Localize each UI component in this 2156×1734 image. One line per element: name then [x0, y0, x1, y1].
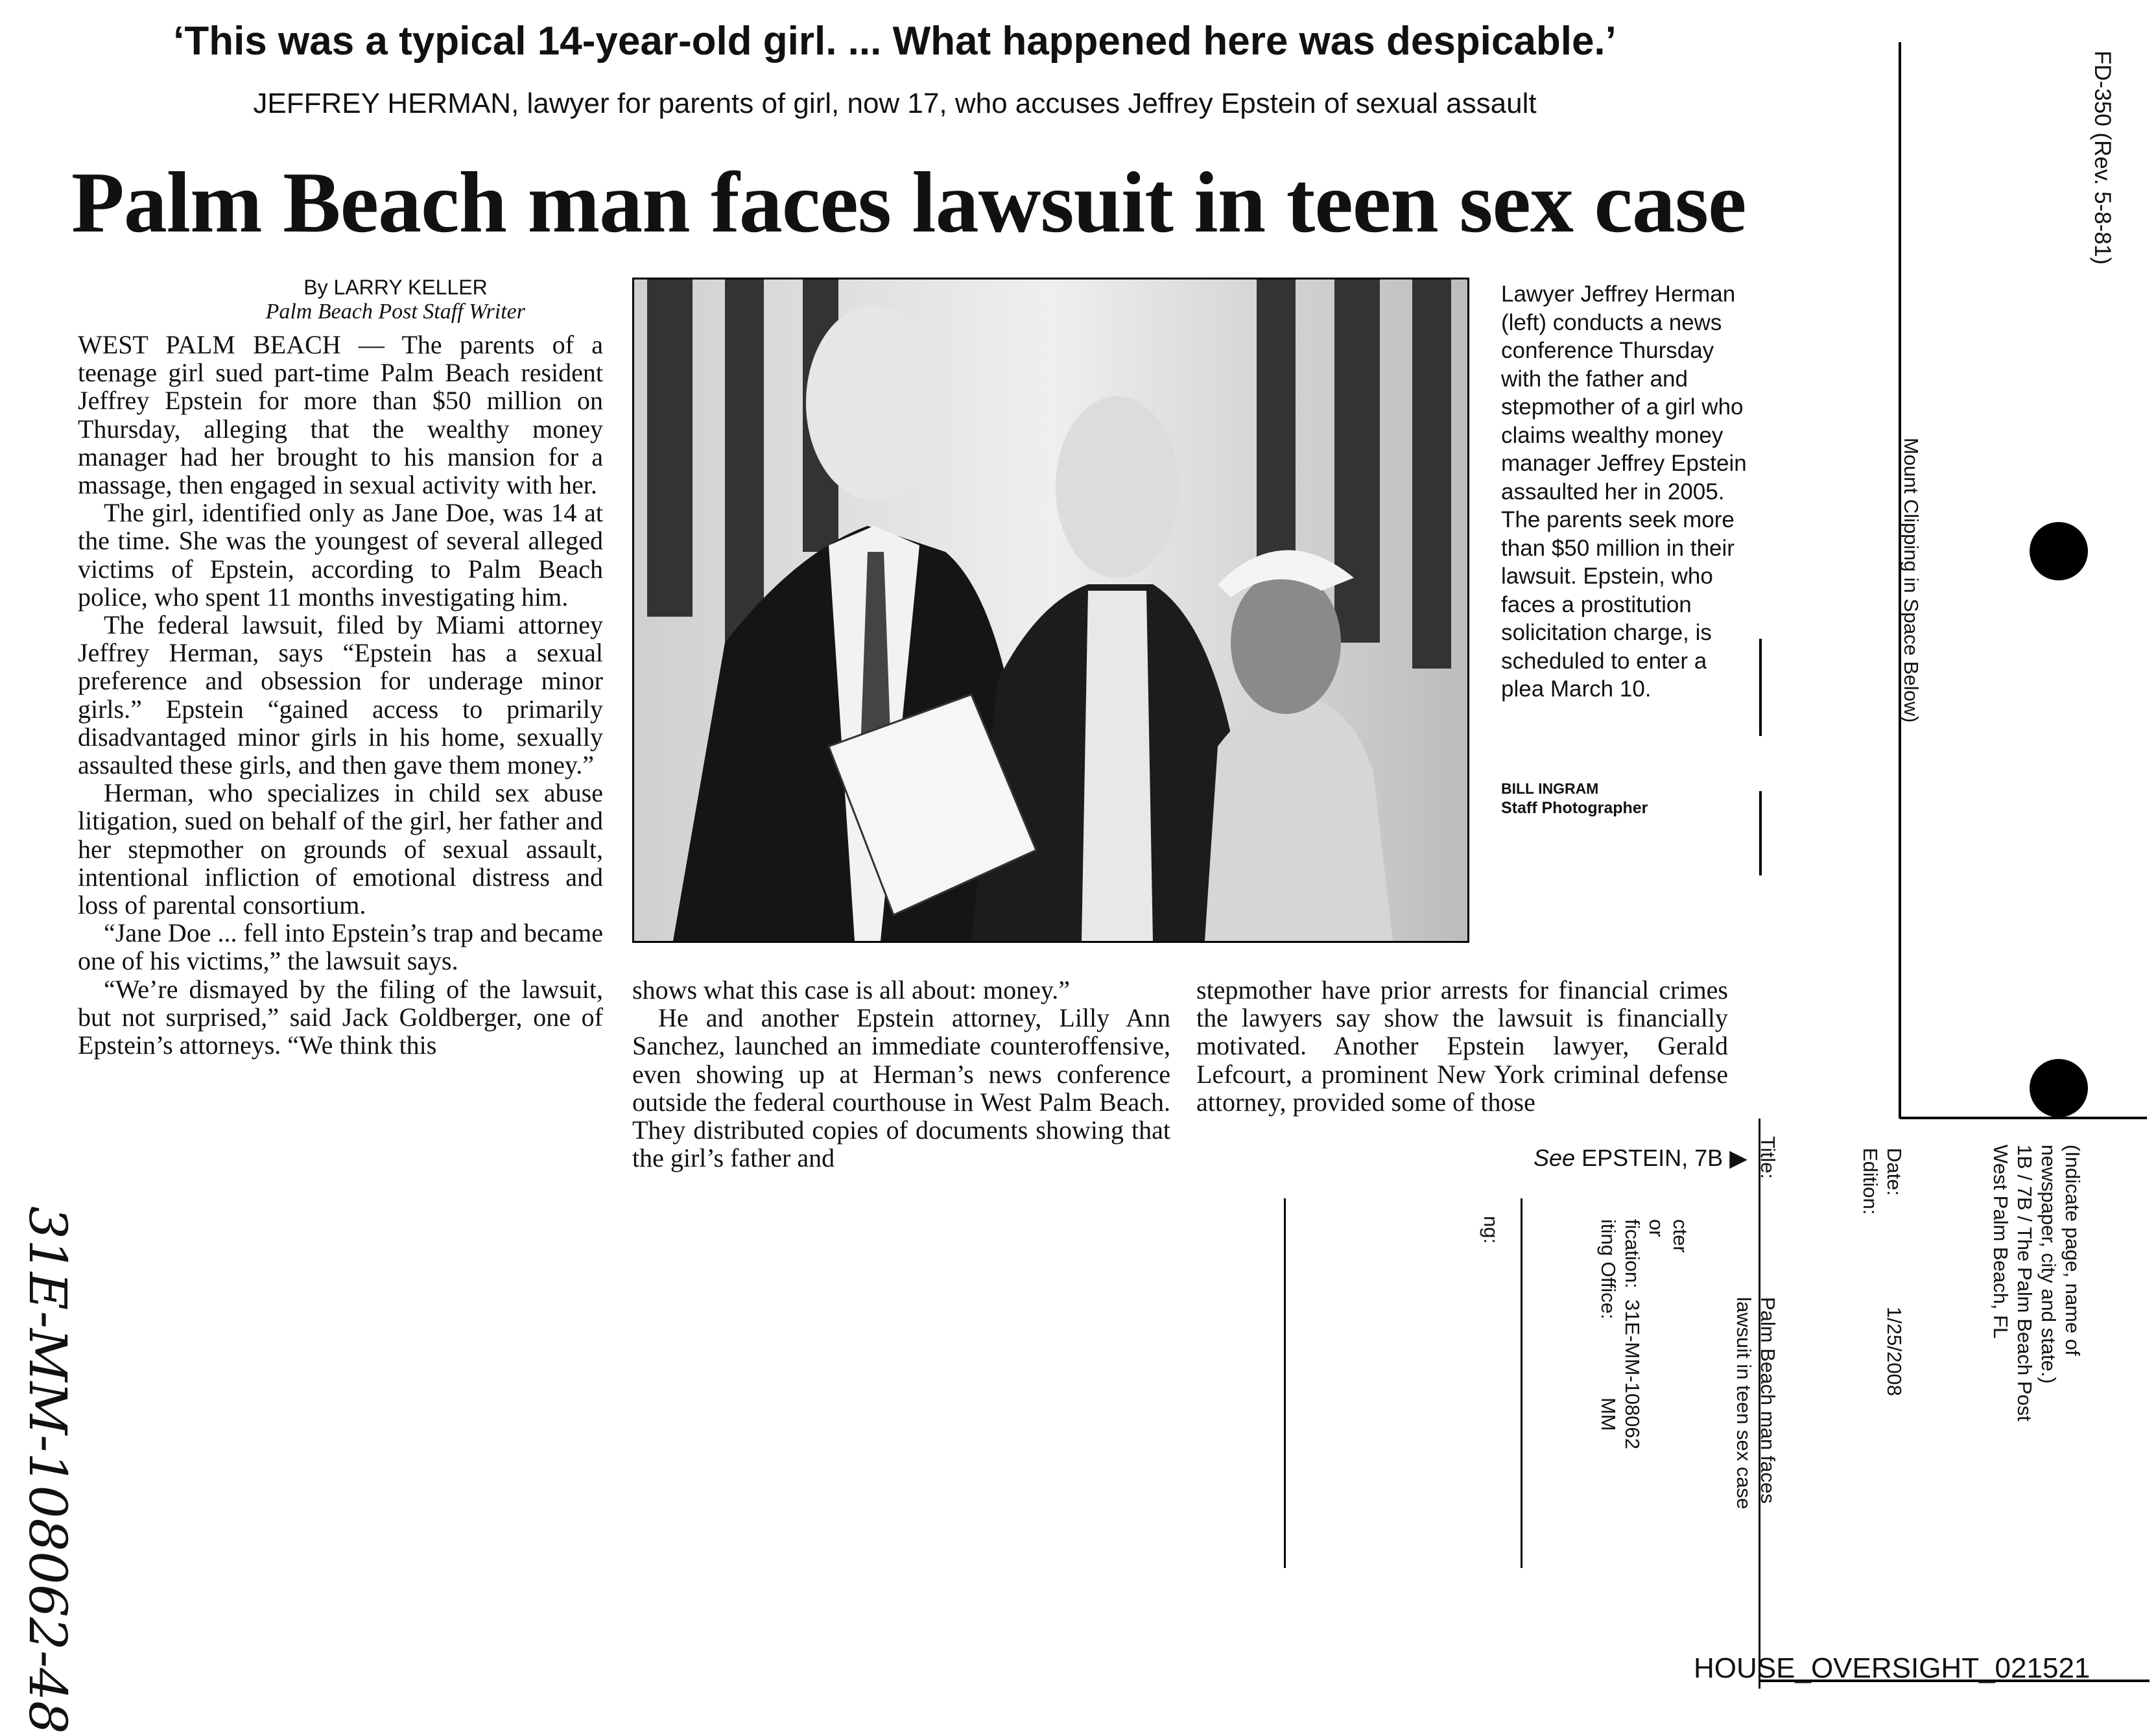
form-border-horizontal	[1900, 1117, 2147, 1119]
paragraph: stepmother have prior arrests for financial crimes the lawyers say show the lawsuit is financially motivated. Another Epstein lawyer, Gerald Lefcourt, a prominent New York criminal defense attorney, provided some of those	[1196, 975, 1728, 1117]
article-column-3	[1196, 976, 1728, 1116]
headline: Palm Beach man faces lawsuit in teen sex case	[71, 154, 1746, 250]
title-value: Palm Beach man faces lawsuit in teen sex case	[1733, 1297, 1779, 1510]
news-photo	[632, 278, 1469, 943]
paragraph: “Jane Doe ... fell into Epstein’s trap and became one of his victims,” the lawsuit says.	[78, 918, 603, 976]
edition-label: Edition:	[1859, 1148, 1882, 1215]
mount-instruction: Mount Clipping in Space Below)	[1900, 438, 1923, 723]
ng-label: ng:	[1480, 1216, 1502, 1244]
form-margin-mark	[1759, 639, 1762, 736]
date-label: Date:	[1883, 1148, 1906, 1196]
form-number: FD-350 (Rev. 5-8-81)	[2090, 51, 2115, 265]
form-margin-mark	[1759, 791, 1762, 875]
photo-illustration	[634, 279, 1467, 941]
paragraph: “We’re dismayed by the filing of the lawsuit, but not surprised,” said Jack Goldberger, one of Epstein’s attorneys. “We think this	[78, 974, 603, 1060]
article-column-1	[78, 331, 603, 1059]
title-label: Title:	[1757, 1136, 1779, 1180]
punch-hole-icon	[2030, 522, 2088, 580]
byline-role: Palm Beach Post Staff Writer	[265, 300, 525, 324]
photo-credit-role: Staff Photographer	[1501, 799, 1648, 817]
continued-reference	[1534, 1145, 1747, 1172]
photo-credit-name: BILL INGRAM	[1501, 780, 1599, 797]
see-prefix: See	[1534, 1145, 1576, 1171]
form-field-line	[1284, 1198, 1286, 1568]
byline: By LARRY KELLER	[303, 276, 488, 299]
date-value: 1/25/2008	[1883, 1307, 1906, 1396]
paragraph: Herman, who specializes in child sex abuse litigation, sued on behalf of the girl, her father and her stepmother on grounds of sexual assault, intentional infliction of emotional distress and loss of parental consortium.	[78, 778, 603, 920]
paragraph: shows what this case is all about: money.”	[632, 975, 1071, 1004]
classification-block: cter or fication: 31E-MM-108062 iting Office: MM	[1597, 1219, 1692, 1449]
pull-quote-attribution: JEFFREY HERMAN, lawyer for parents of girl, now 17, who accuses Jeffrey Epstein of sexual assault	[253, 88, 1537, 119]
form-field-line	[1521, 1198, 1522, 1568]
handwritten-file-number: 31E-MM-108062-48	[18, 1206, 78, 1734]
article-column-2	[632, 976, 1170, 1172]
photo-caption: Lawyer Jeffrey Herman (left) conducts a news conference Thursday with the father and stepmother of a girl who claims wealthy money manager Jeffrey Epstein assaulted her in 2005. The parents seek more than $50 million in their lawsuit. Epstein, who faces a prostitution solicitation charge, is scheduled to enter a plea March 10.	[1501, 281, 1747, 702]
paragraph: He and another Epstein attorney, Lilly Ann Sanchez, launched an immediate counteroffensive, even showing up at Herman’s news conference outside the federal courthouse in West Palm Beach. They distributed copies of documents showing that the girl’s father and	[632, 1003, 1170, 1173]
paragraph: WEST PALM BEACH — The parents of a teenage girl sued part-time Palm Beach resident Jeffrey Epstein for more than $50 million on Thursday, alleging that the wealthy money manager had her brought to his mansion for a massage, then engaged in sexual activity with her.	[78, 330, 603, 500]
page-info: (Indicate page, name of newspaper, city and state.) 1B / 7B / The Palm Beach Post West Palm Beach, FL	[1989, 1145, 2084, 1421]
page-id: HOUSE_OVERSIGHT_021521	[1694, 1652, 2091, 1684]
pull-quote: ‘This was a typical 14-year-old girl. ... What happened here was despicable.’	[173, 19, 1617, 64]
paragraph: The girl, identified only as Jane Doe, was 14 at the time. She was the youngest of several alleged victims of Epstein, according to Palm Beach police, who spent 11 months investigating him.	[78, 498, 603, 612]
punch-hole-icon	[2030, 1059, 2088, 1117]
see-target: EPSTEIN, 7B ▶	[1581, 1145, 1747, 1171]
paragraph: The federal lawsuit, filed by Miami attorney Jeffrey Herman, says “Epstein has a sexual preference and obsession for underage minor girls.” Epstein “gained access to primarily disadvantaged minor girls in his home, sexually assaulted these girls, and then gave them money.”	[78, 610, 603, 780]
